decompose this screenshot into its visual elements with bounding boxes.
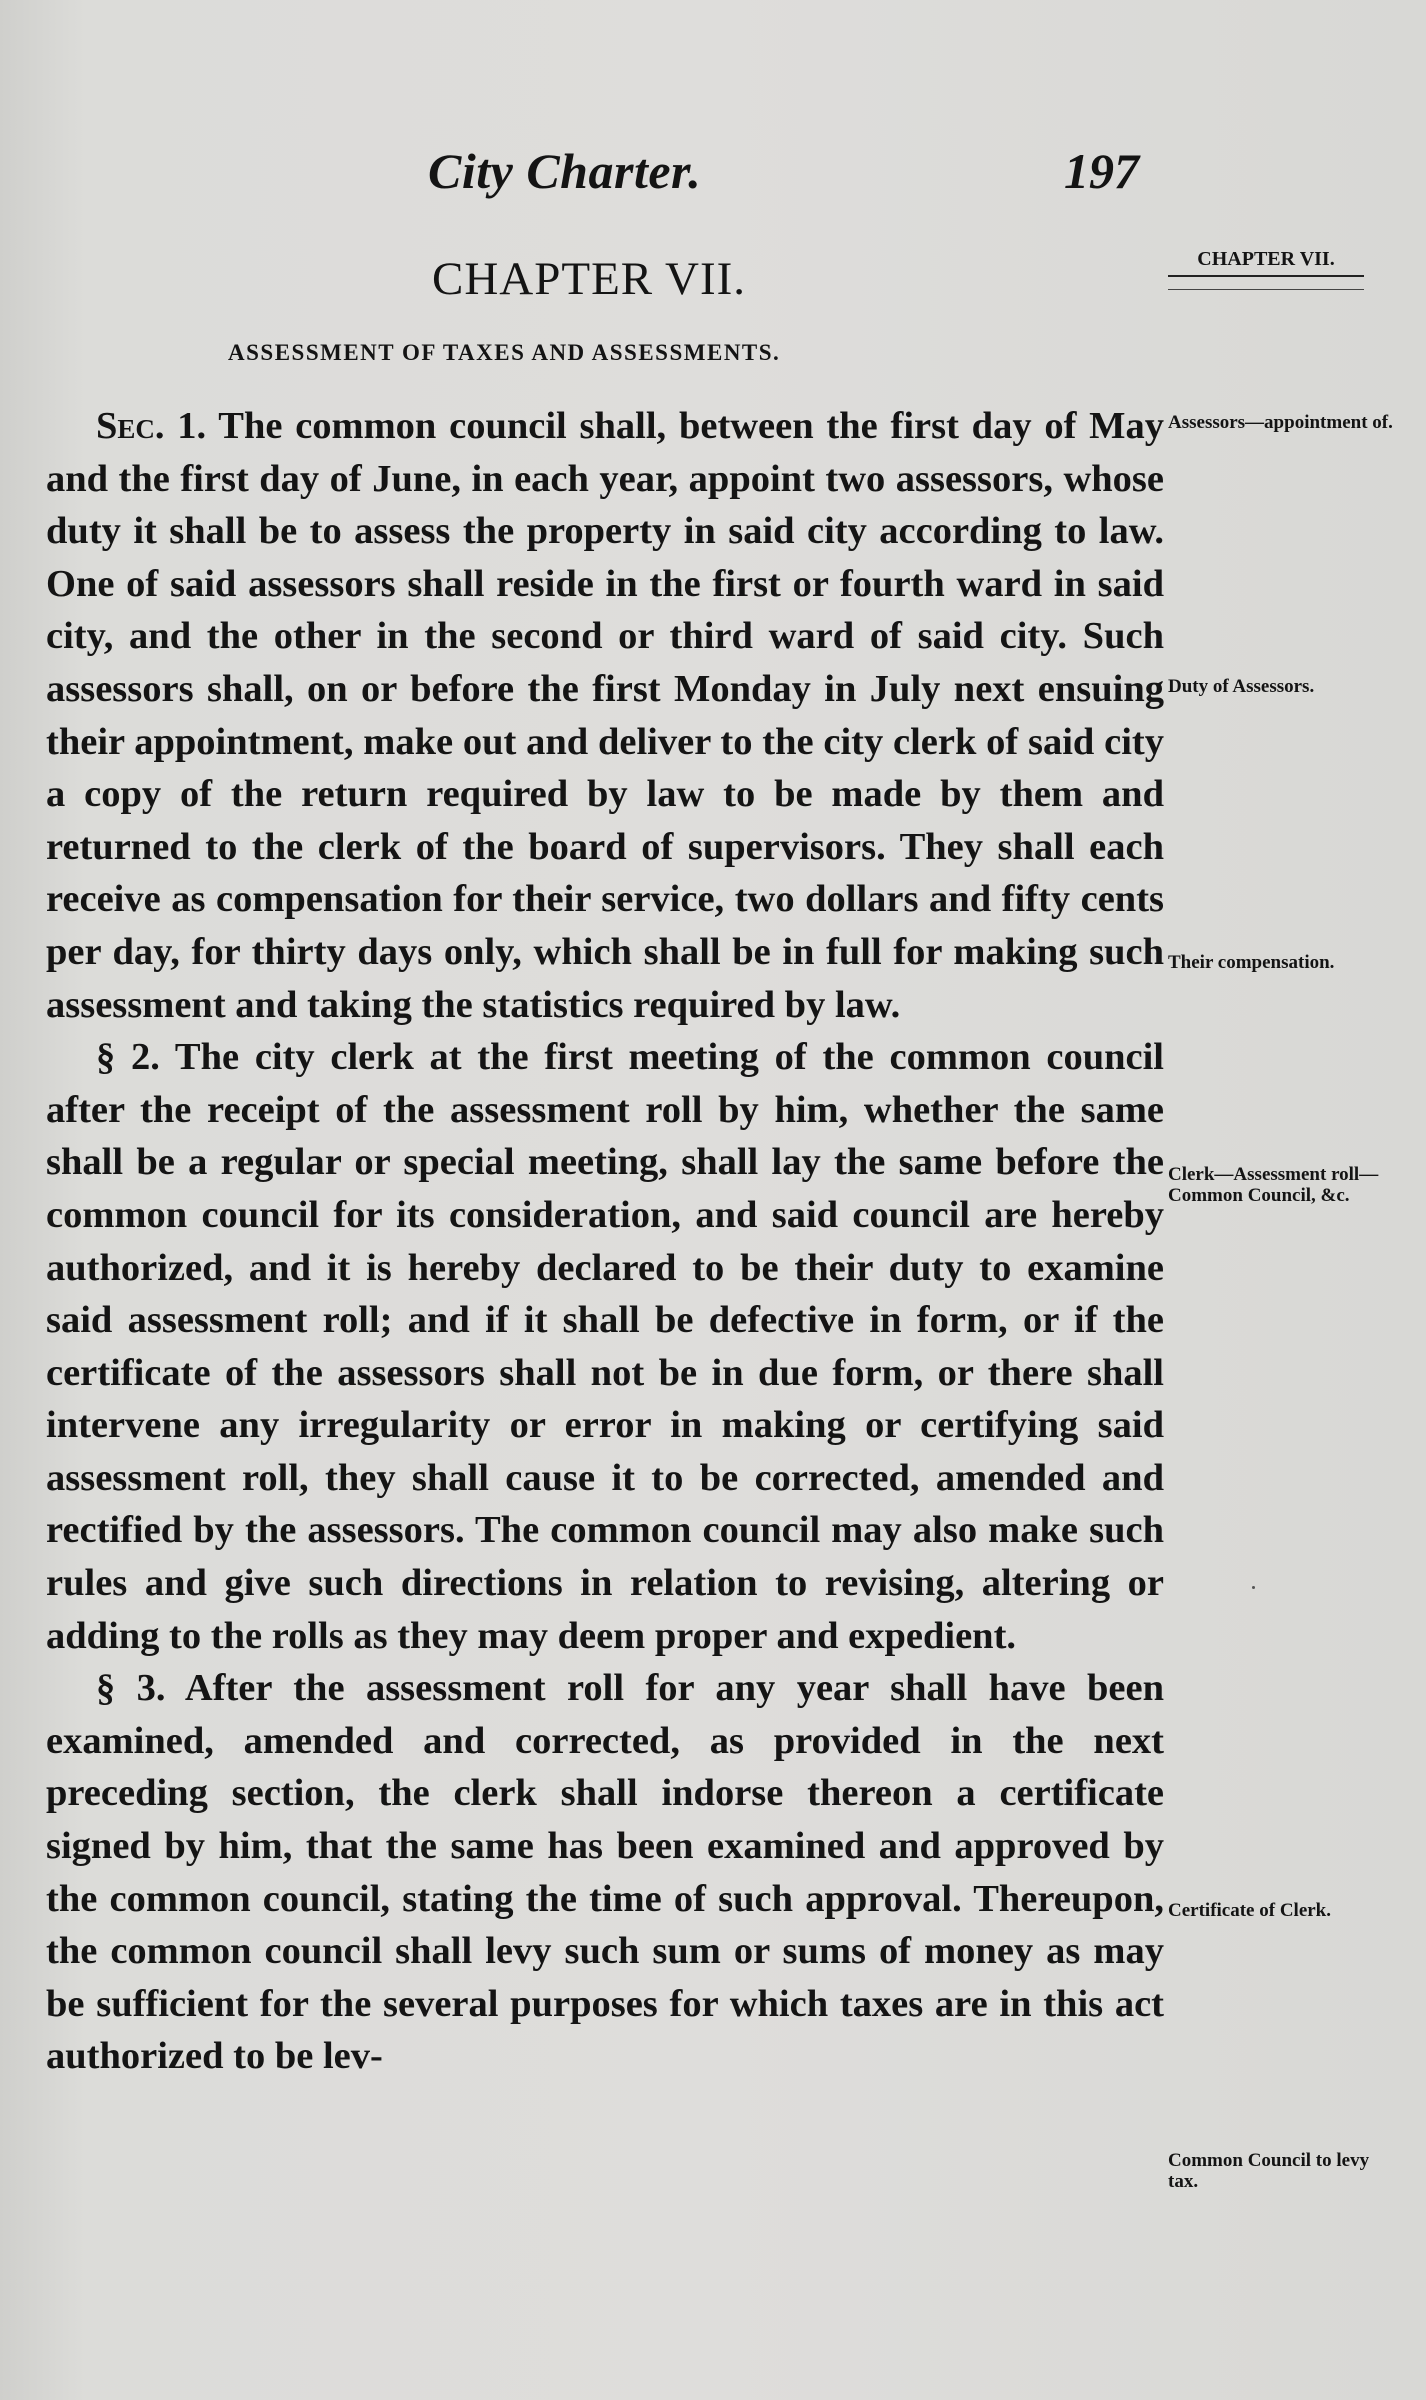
section-text: The common council shall, between the first day of May and the first day of June, in each year, appoint two assessors, whose duty it shall be to assess the property in said city according to law. One of said assessors shall reside in the first or fourth ward in said city, and the other in the second or third ward of said city. Such assessors shall, on or before the first Monday in July next ensuing their appointment, make out and deliver to the city clerk of said city a copy of the return required by law to be made by them and returned to the clerk of the board of supervisors. They shall each receive as compensation for their service, two dollars and fifty cents per day, for thirty days only, which shall be in full for making such assessment and taking the statistics required by law. — [46, 405, 1165, 1026]
margin-note-compensation: Their compensation. — [1168, 952, 1335, 973]
chapter-margin-label: CHAPTER VII. — [1168, 248, 1364, 277]
section-text: The city clerk at the first meeting of the common council after the receipt of the assessment roll by him, whether the same shall be a regular or special meeting, shall lay the same before the common council for its consideration, and said council are hereby authorized, and it is hereby declared to be their duty to examine said assessment roll; and if it shall be defective in form, or if the certificate of the assessors shall not be in due form, or there shall intervene any irregularity or error in making or certifying said assessment roll, they shall cause it to be corrected, amended and rectified by the assessors. The common council may also make such rules and give such directions in relation to revising, altering or adding to the rolls as they may deem proper and expedient. — [46, 1036, 1165, 1657]
margin-note-duty: Duty of Assessors. — [1168, 676, 1315, 697]
section-2 — [46, 1031, 1164, 1662]
section-label: § 3. — [96, 1667, 166, 1710]
margin-note-certificate: Certificate of Clerk. — [1168, 1900, 1332, 1921]
section-label: § 2. — [96, 1036, 160, 1079]
section-label: Sec. 1. — [96, 405, 207, 447]
section-1 — [46, 400, 1164, 1031]
page-number: 197 — [1064, 143, 1139, 199]
section-3 — [46, 1662, 1164, 2083]
section-text: After the assessment roll for any year shall have been examined, amended and corrected, as provided in the next preceding section, the clerk shall indorse thereon a certificate signed by him, that the same has been examined and approved by the common council, stating the time of such approval. Thereupon, the common council shall levy such sum or sums of money as may be sufficient for the several purposes for which taxes are in this act authorized to be lev- — [46, 1667, 1164, 2078]
margin-note-assessors: Assessors—appointment of. — [1168, 412, 1393, 433]
margin-note-levy-tax: Common Council to levy tax. — [1168, 2150, 1370, 2192]
print-speck — [1252, 1586, 1255, 1589]
chapter-subtitle: ASSESSMENT OF TAXES AND ASSESSMENTS. — [228, 340, 781, 365]
chapter-margin-rule — [1168, 289, 1364, 290]
margin-note-clerk-roll: Clerk—Assessment roll—Common Council, &c. — [1168, 1164, 1379, 1206]
body-text — [46, 400, 1164, 2083]
running-header — [0, 142, 1426, 212]
chapter-title: CHAPTER VII. — [432, 253, 747, 305]
running-title: City Charter. — [428, 143, 702, 199]
